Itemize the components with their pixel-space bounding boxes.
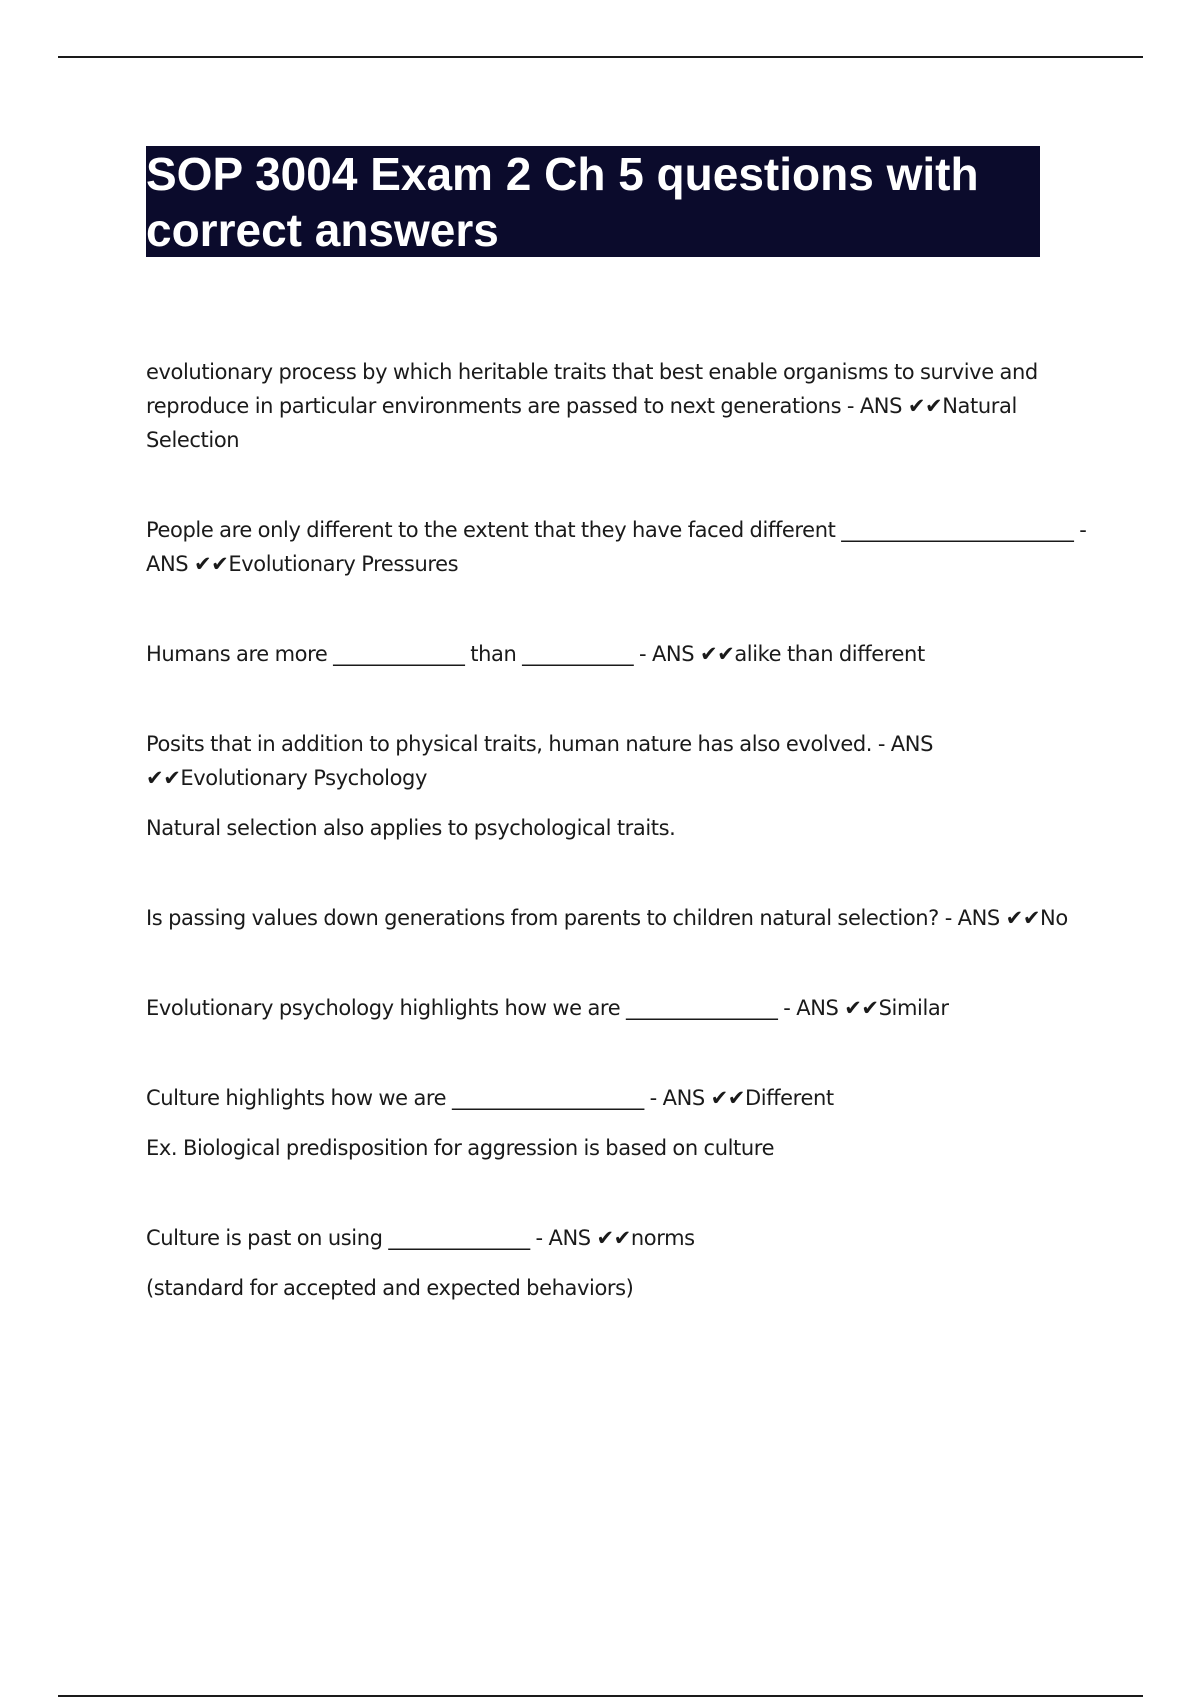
- qa-item: [146, 1221, 1091, 1305]
- qa-item: [146, 901, 1091, 935]
- qa-item: [146, 513, 1091, 581]
- qa-note: Ex. Biological predisposition for aggression is based on culture: [146, 1136, 775, 1160]
- qa-note: (standard for accepted and expected behaviors): [146, 1276, 634, 1300]
- question-list: [146, 355, 1091, 1361]
- qa-text: evolutionary process by which heritable traits that best enable organisms to survive and reproduce in particular environments are passed to next generations - ANS ✔✔Natural Selection: [146, 360, 1038, 452]
- qa-text: Humans are more _____________ than ___________ - ANS ✔✔alike than different: [146, 642, 925, 666]
- title-banner: [146, 146, 1040, 257]
- qa-note: Natural selection also applies to psychological traits.: [146, 816, 676, 840]
- qa-text: Culture is past on using ______________ - ANS ✔✔norms: [146, 1226, 695, 1250]
- top-rule: [58, 56, 1143, 58]
- qa-item: [146, 727, 1091, 845]
- qa-item: [146, 355, 1091, 457]
- qa-item: [146, 637, 1091, 671]
- qa-item: [146, 1081, 1091, 1165]
- qa-text: People are only different to the extent that they have faced different _______________________ - ANS ✔✔Evolutionary Pressures: [146, 518, 1087, 576]
- qa-item: [146, 991, 1091, 1025]
- qa-text: Culture highlights how we are ___________________ - ANS ✔✔Different: [146, 1086, 834, 1110]
- document-title: SOP 3004 Exam 2 Ch 5 questions with correct answers: [146, 148, 979, 256]
- qa-text: Is passing values down generations from parents to children natural selection? - ANS ✔✔No: [146, 906, 1068, 930]
- qa-text: Posits that in addition to physical traits, human nature has also evolved. - ANS ✔✔Evolutionary Psychology: [146, 732, 934, 790]
- bottom-rule: [58, 1695, 1143, 1697]
- qa-text: Evolutionary psychology highlights how we are _______________ - ANS ✔✔Similar: [146, 996, 949, 1020]
